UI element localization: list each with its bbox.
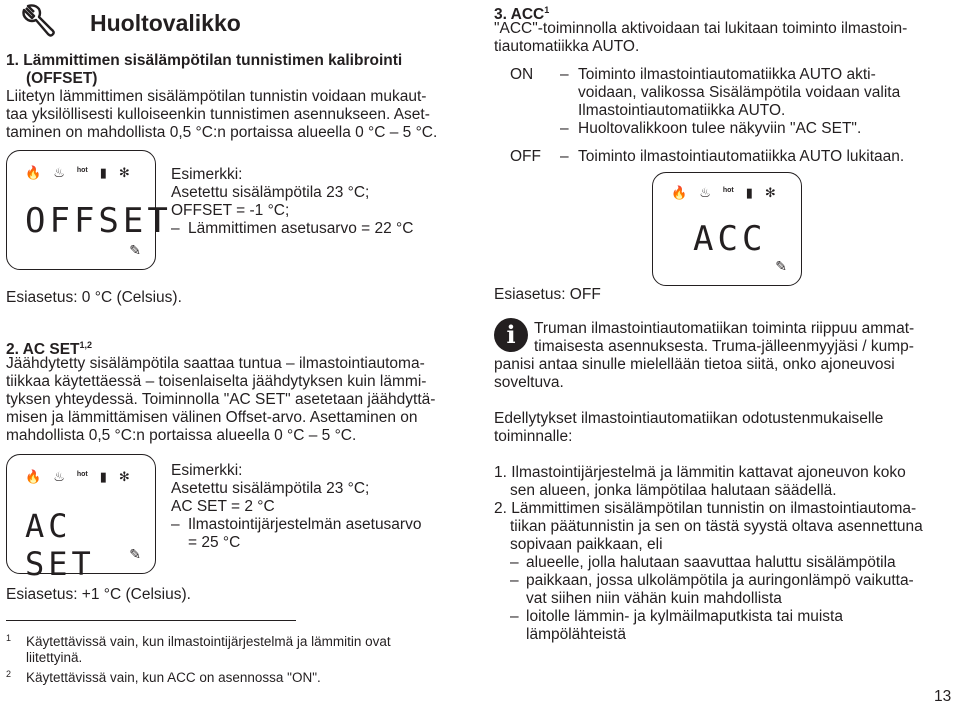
section2-example-dash: – xyxy=(171,516,180,533)
bullet1-l1: alueelle, jolla halutaan saavuttaa haluttu sisälämpötila xyxy=(526,554,896,571)
hot-label: hot xyxy=(722,186,734,194)
lcd-status-icons xyxy=(25,165,142,181)
water-icon: ♨ xyxy=(53,469,65,484)
section2-example-title: Esimerkki: xyxy=(171,462,243,479)
bullet-dash: – xyxy=(510,572,519,589)
page-number: 13 xyxy=(934,688,952,705)
section2-example-l1: Asetettu sisälämpötila 23 °C; xyxy=(171,480,370,497)
section1-default: Esiasetus: 0 °C (Celsius). xyxy=(6,289,182,306)
section1-text-l1: Liitetyn lämmittimen sisälämpötilan tunnistin voidaan mukaut- xyxy=(6,88,427,105)
section2-text-l2: tiikkaa käytettäessä – toisenlaiselta jäähdytyksen kuin lämmi- xyxy=(6,373,427,390)
hot-label: hot xyxy=(76,166,88,174)
section3-default: Esiasetus: OFF xyxy=(494,286,601,303)
page-title: Huoltovalikko xyxy=(90,10,241,36)
item1-l1: 1. Ilmastointijärjestelmä ja lämmitin kattavat ajoneuvon koko xyxy=(494,464,906,481)
bullet2-l2: vat siihen niin vähän kuin mahdollista xyxy=(526,590,782,607)
section1-example-dash: – xyxy=(171,220,180,237)
bullet3-l2: lämpölähteistä xyxy=(526,626,626,643)
section2-default: Esiasetus: +1 °C (Celsius). xyxy=(6,586,191,603)
section2-heading-text: 2. AC SET xyxy=(6,341,80,359)
footnote-1-l1: Käytettävissä vain, kun ilmastointijärjestelmä ja lämmitin ovat xyxy=(26,634,391,649)
section1-example-title: Esimerkki: xyxy=(171,166,243,183)
wrench-small-icon: ✎ xyxy=(129,242,141,258)
off-text: Toiminto ilmastointiautomatiikka AUTO lukitaan. xyxy=(578,148,905,165)
water-icon: ♨ xyxy=(699,185,711,200)
requirements-l1: Edellytykset ilmastointiautomatiikan odotustenmukaiselle xyxy=(494,410,884,427)
section2-example-l4: = 25 °C xyxy=(188,534,241,551)
fan-icon: ✻ xyxy=(118,165,130,180)
bullet-dash: – xyxy=(510,608,519,625)
gas-bottle-icon: ▮ xyxy=(745,185,753,200)
section1-text-l2: taa yksilöllisesti kulloiseenkin tunnistimen asennukseen. Aset- xyxy=(6,106,430,123)
section2-text-l1: Jäähdytetty sisälämpötila saattaa tuntua – ilmastointiautoma- xyxy=(6,355,425,372)
lcd-status-icons xyxy=(25,469,142,485)
section2-text-l4: misen ja lämmittämisen välinen Offset-arvo. Asettaminen on xyxy=(6,409,418,426)
on-text-l3: Ilmastointiautomatiikka AUTO. xyxy=(578,102,786,119)
section1-heading-line1: 1. Lämmittimen sisälämpötilan tunnistimen kalibrointi xyxy=(6,52,403,69)
fan-icon: ✻ xyxy=(764,185,776,200)
lcd-text: OFFSET xyxy=(25,201,172,241)
wrench-icon xyxy=(20,4,56,40)
lcd-text: ACC xyxy=(693,219,767,259)
section2-heading-sup: 1,2 xyxy=(79,340,93,350)
section3-text-l2: tiautomatiikka AUTO. xyxy=(494,38,640,55)
section1-example-l1: Asetettu sisälämpötila 23 °C; xyxy=(171,184,370,201)
requirements-l2: toiminnalle: xyxy=(494,428,573,445)
on-label: ON xyxy=(510,66,534,83)
lcd-status-icons xyxy=(671,185,788,201)
flame-icon: 🔥 xyxy=(671,185,688,200)
flame-icon: 🔥 xyxy=(25,165,42,180)
section2-example-l3: Ilmastointijärjestelmän asetusarvo xyxy=(188,516,422,533)
section3-heading-text: 3. ACC xyxy=(494,6,545,24)
item1-l2: sen alueen, jonka lämpötilaa halutaan säädellä. xyxy=(510,482,837,499)
footnote-2-l1: Käytettävissä vain, kun ACC on asennossa "ON". xyxy=(26,670,321,685)
section1-example-l2: OFFSET = -1 °C; xyxy=(171,202,290,219)
info-text-l2: timaisesta asennuksesta. Truma-jälleenmyyjäsi / kump- xyxy=(534,338,914,355)
section2-example-l2: AC SET = 2 °C xyxy=(171,498,275,515)
lcd-display-acset xyxy=(6,454,156,583)
section2-text-l3: tyksen yhteydessä. Toiminnolla "AC SET" asetetaan jäähdyttä- xyxy=(6,391,436,408)
info-icon: i xyxy=(494,318,528,352)
wrench-small-icon: ✎ xyxy=(775,258,787,274)
bullet3-l1: loitolle lämmin- ja kylmäilmaputkista tai muista xyxy=(526,608,843,625)
section3-heading-sup: 1 xyxy=(544,5,550,15)
flame-icon: 🔥 xyxy=(25,469,42,484)
lcd-text: AC SET xyxy=(25,507,95,583)
section1-text-l3: taminen on mahdollista 0,5 °C:n portaissa alueella 0 °C – 5 °C. xyxy=(6,124,438,141)
fan-icon: ✻ xyxy=(118,469,130,484)
off-label: OFF xyxy=(510,148,541,165)
section1-heading-line2: (OFFSET) xyxy=(26,70,98,87)
gas-bottle-icon: ▮ xyxy=(99,469,107,484)
footnote-2-num: 2 xyxy=(6,669,12,679)
lcd-display-acc xyxy=(652,172,802,286)
section1-example-l3: Lämmittimen asetusarvo = 22 °C xyxy=(188,220,414,237)
info-text-l1: Truman ilmastointiautomatiikan toiminta riippuu ammat- xyxy=(534,320,915,337)
on-text-l1: Toiminto ilmastointiautomatiikka AUTO akti- xyxy=(578,66,876,83)
on-dash-2: – xyxy=(560,120,569,137)
on-dash: – xyxy=(560,66,569,83)
footnote-divider xyxy=(6,620,296,621)
off-dash: – xyxy=(560,148,569,165)
water-icon: ♨ xyxy=(53,165,65,180)
on-text-l2: voidaan, valikossa Sisälämpötila voidaan valita xyxy=(578,84,901,101)
item2-l3: sopivaan paikkaan, eli xyxy=(510,536,663,553)
info-text-l4: soveltuva. xyxy=(494,374,564,391)
bullet-dash: – xyxy=(510,554,519,571)
info-text-l3: panisi antaa sinulle mielellään tietoa siitä, onko ajoneuvosi xyxy=(494,356,895,373)
on-text-l4: Huoltovalikkoon tulee näkyviin "AC SET". xyxy=(578,120,862,137)
gas-bottle-icon: ▮ xyxy=(99,165,107,180)
hot-label: hot xyxy=(76,470,88,478)
item2-l1: 2. Lämmittimen sisälämpötilan tunnistin on ilmastointiautoma- xyxy=(494,500,917,517)
item2-l2: tiikan päätunnistin ja sen on tästä syystä oltava asennettuna xyxy=(510,518,923,535)
wrench-small-icon: ✎ xyxy=(129,546,141,562)
section3-text-l1: "ACC"-toiminnolla aktivoidaan tai lukitaan toiminto ilmastoin- xyxy=(494,20,908,37)
lcd-display-offset xyxy=(6,150,172,270)
bullet2-l1: paikkaan, jossa ulkolämpötila ja auringonlämpö vaikutta- xyxy=(526,572,914,589)
footnote-1-num: 1 xyxy=(6,633,12,643)
section2-text-l5: mahdollista 0,5 °C:n portaissa alueella 0 °C – 5 °C. xyxy=(6,427,357,444)
footnote-1-l2: liitettyinä. xyxy=(26,650,83,665)
